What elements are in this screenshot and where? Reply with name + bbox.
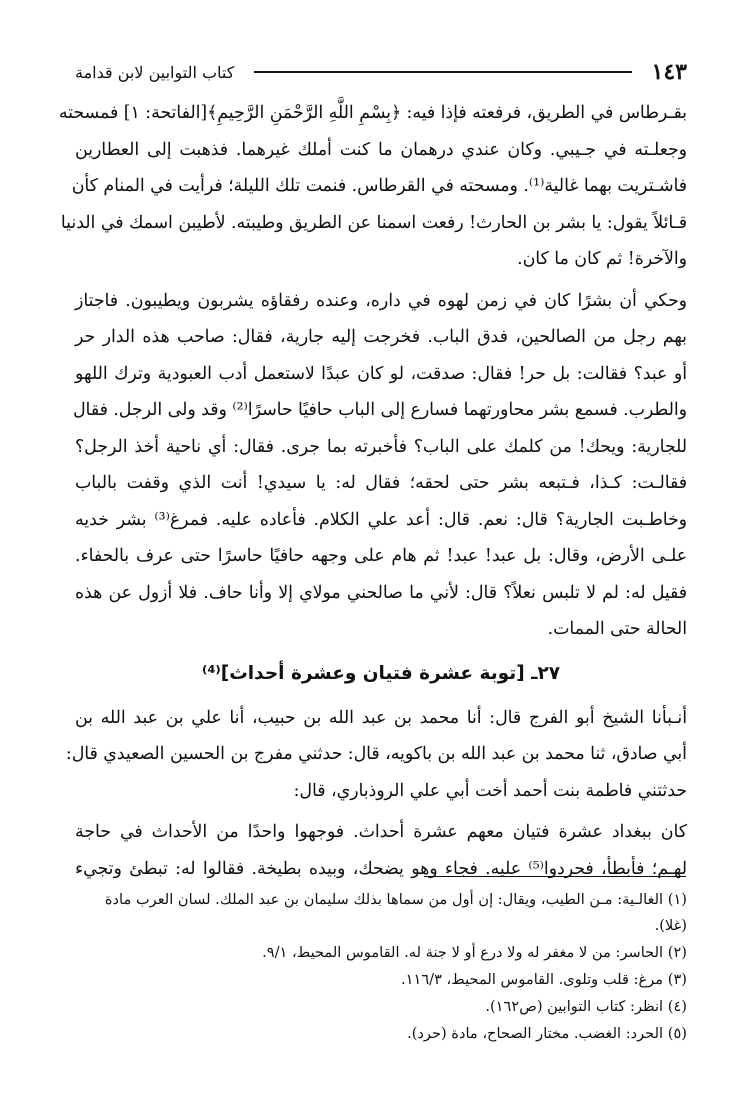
footnote-text: (٢) الحاسر: من لا مغفر له ولا درع أو لا جنة له. القاموس المحيط، ٩/١. xyxy=(262,944,687,961)
isnad-paragraph xyxy=(65,700,687,810)
text-line: وخاطـبت الجارية؟ قال: نعم. قال: أعد علي الكلام. فأعاده عليه. فمرغ⁽³⁾ بشر خديه xyxy=(75,509,687,530)
footnote-2 xyxy=(75,940,687,966)
text-line: للجارية: ويحك! من كلمك على الباب؟ فأخبرته بما جرى. فقال: أي ناحية أخذ الرجل؟ xyxy=(75,436,687,457)
paragraph-1 xyxy=(58,95,687,278)
footnote-separator xyxy=(424,876,686,877)
footnote-4 xyxy=(75,994,687,1020)
text-line: والطرب. فسمع بشر محاورتهما فسارع إلى الباب حافيًا حاسرًا⁽²⁾ وقد ولى الرجل. فقال xyxy=(73,400,687,420)
text-line: أنـبأنا الشيخ أبو الفرج قال: أنا محمد بن عبد الله بن حبيب، أنا علي بن عبد الله بن xyxy=(75,707,687,728)
footnote-text: (٥) الحرد: الغضب. مختار الصحاح، مادة (حرد). xyxy=(407,1025,687,1042)
footnote-5 xyxy=(75,1021,687,1047)
text-line: بقـرطاس في الطريق، فرفعته فإذا فيه: ﴿بِسْمِ اللَّهِ الرَّحْمَنِ الرَّحِيمِ﴾[الفاتحة: ١] فمسحته xyxy=(58,103,687,123)
paragraph-2 xyxy=(75,283,687,648)
text-line: والآخرة! ثم كان ما كان. xyxy=(517,249,687,269)
text-line: لهـم؛ فأبطأ، فحردوا⁽⁵⁾ عليه. فجاء وهو يضحك، وبيده بطيخة. فقالوا له: تبطئ وتجيء xyxy=(75,858,688,879)
text-line: وجعلـته في جـيبي. وكان عندي درهمان ما كنت أملك غيرهما. فذهبت إلى العطارين xyxy=(75,139,687,160)
text-line: الحالة حتى الممات. xyxy=(547,619,687,639)
footnote-text: (١) الغالـية: مـن الطيب، ويقال: إن أول من سماها بذلك سليمان بن عبد الملك. لسان العرب مادة xyxy=(104,891,687,908)
text-line: كان ببغداد عشرة فتيان معهم عشرة أحداث. فوجهوا واحدًا من الأحداث في حاجة xyxy=(75,822,687,842)
section-heading: ٢٧ـ [توبة عشرة فتيان وعشرة أحداث]⁽⁴⁾ xyxy=(201,662,561,684)
text-line: أبي صادق، ثنا محمد بن عبد الله بن باكويه، قال: حدثني مفرج بن الحسين الصعيدي قال: xyxy=(65,744,687,764)
text-line: وحكي أن بشرًا كان في زمن لهوه في داره، وعنده رفقاؤه يشربون ويطيبون. فاجتاز xyxy=(75,290,687,311)
footnotes xyxy=(75,887,687,1048)
text-line: بهم رجل من الصالحين، فدق الباب. فخرجت إليه جارية، فقال: صاحب هذه الدار حر xyxy=(75,327,687,347)
text-line: فاشـتريت بهما غالية⁽¹⁾. ومسحته في القرطاس. فنمت تلك الليلة؛ فرأيت في المنام كأن xyxy=(71,176,687,196)
main-text xyxy=(58,95,688,887)
page-header xyxy=(75,52,687,92)
footnote-text: (غلا). xyxy=(654,917,687,934)
footnote-3 xyxy=(75,967,687,993)
page-number: ١٤٣ xyxy=(651,59,687,85)
text-line: فقالـت: كـذا، فـتبعه بشر حتى لحقه؛ فقال له: يا سيدي! أنت الذي وقفت بالباب xyxy=(75,473,687,493)
running-title: كتاب التوابين لابن قدامة xyxy=(75,62,235,82)
header-rule xyxy=(254,71,631,73)
footnote-text: (٤) انظر: كتاب التوابين (ص١٦٢). xyxy=(485,998,687,1015)
footnote-1 xyxy=(75,887,687,939)
text-line: قـائلاً يقول: يا بشر بن الحارث! رفعت اسمنا عن الطريق وطيبته. لأطيبن اسمك في الدنيا xyxy=(60,212,687,233)
text-line: أو عبد؟ فقالت: بل حر! فقال: صدقت، لو كان عبدًا لاستعمل أدب العبودية وترك اللهو xyxy=(75,363,687,384)
footnote-text: (٣) مرغ: قلب وتلوى. القاموس المحيط، ١١٦/٣. xyxy=(401,971,687,988)
text-line: فقيل له: لم لا تلبس نعلاً؟ قال: لأني ما صالحني مولاي إلا وأنا حاف. فلا أزول عن هذه xyxy=(75,582,687,603)
text-line: علـى الأرض، وقال: بل عبد! عبد! ثم هام على وجهه حافيًا حاسرًا حتى عرف بالحفاء. xyxy=(75,546,687,566)
text-line: حدثتني فاطمة بنت أحمد أخت أبي علي الروذباري، قال: xyxy=(293,780,687,801)
